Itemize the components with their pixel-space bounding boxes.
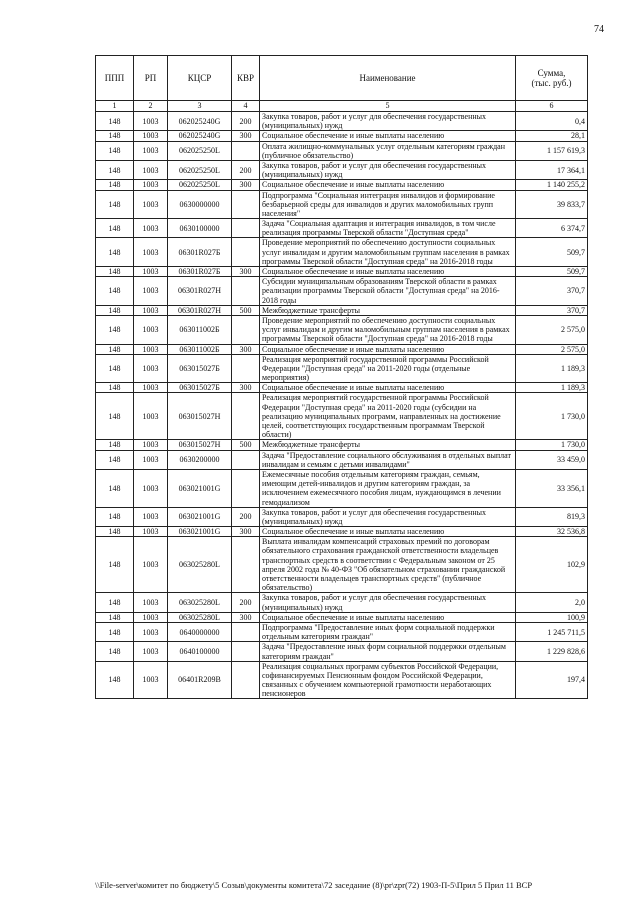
cell-rp: 1003 [134, 344, 168, 354]
table-row [96, 507, 588, 526]
table-row [96, 622, 588, 641]
cell-ppp: 148 [96, 160, 134, 179]
table-row [96, 593, 588, 612]
cell-name: Задача "Предоставление социального обслуживания в отдельных выплат инвалидам и семьям с детьми инвалидами" [260, 450, 516, 469]
cell-name: Реализация мероприятий государственной программы Российской Федерации "Доступная среда" на 2011-2020 годы (субсидии на реализацию муниципальных программ, направленных на достижение целей, соответствующих государственным программам Тверской области) [260, 393, 516, 440]
cell-ppp: 148 [96, 642, 134, 661]
cell-sum: 1 730,0 [516, 440, 588, 450]
cell-kcsr: 0630200000 [168, 450, 232, 469]
cell-rp: 1003 [134, 612, 168, 622]
cell-sum: 102,9 [516, 537, 588, 593]
cell-kvr [232, 661, 260, 699]
cell-name: Субсидии муниципальным образованиям Тверской области в рамках реализации программы Тверской области "Доступная среда" на 2016-2018 годы [260, 277, 516, 306]
cell-kcsr: 0640100000 [168, 642, 232, 661]
cell-kcsr: 063021001G [168, 527, 232, 537]
cell-sum: 28,1 [516, 131, 588, 141]
table-row [96, 383, 588, 393]
table-row [96, 354, 588, 383]
cell-ppp: 148 [96, 622, 134, 641]
cell-ppp: 148 [96, 612, 134, 622]
cell-sum: 39 833,7 [516, 190, 588, 219]
cell-sum: 509,7 [516, 238, 588, 267]
cell-name: Социальное обеспечение и иные выплаты населению [260, 527, 516, 537]
cell-rp: 1003 [134, 507, 168, 526]
cell-rp: 1003 [134, 469, 168, 507]
cell-sum: 1 730,0 [516, 393, 588, 440]
table-row [96, 393, 588, 440]
cell-ppp: 148 [96, 131, 134, 141]
table-body [96, 112, 588, 699]
cell-name: Подпрограмма "Предоставление иных форм социальной поддержки отдельным категориям граждан" [260, 622, 516, 641]
cell-kvr: 200 [232, 160, 260, 179]
column-header-ppp: ППП [96, 56, 134, 101]
cell-kvr [232, 450, 260, 469]
table-row [96, 190, 588, 219]
table-row [96, 527, 588, 537]
column-index: 4 [232, 101, 260, 112]
cell-kvr [232, 141, 260, 160]
cell-name: Задача "Социальная адаптация и интеграция инвалидов, в том числе реализация программы Тверской области "Доступная среда" [260, 219, 516, 238]
cell-kcsr: 063015027H [168, 393, 232, 440]
cell-sum: 100,9 [516, 612, 588, 622]
table-row [96, 180, 588, 190]
cell-kvr: 200 [232, 593, 260, 612]
cell-kcsr: 063015027Б [168, 383, 232, 393]
cell-name: Реализация социальных программ субъектов Российской Федерации, софинансируемых Пенсионным фондом Российской Федерации, связанных с обучением компьютерной грамотности неработающих пенсионеров [260, 661, 516, 699]
cell-kvr: 300 [232, 344, 260, 354]
cell-name: Социальное обеспечение и иные выплаты населению [260, 612, 516, 622]
cell-kvr [232, 238, 260, 267]
cell-kvr: 300 [232, 131, 260, 141]
cell-rp: 1003 [134, 393, 168, 440]
column-index: 1 [96, 101, 134, 112]
cell-kcsr: 06301R027Б [168, 238, 232, 267]
cell-rp: 1003 [134, 622, 168, 641]
table-row [96, 267, 588, 277]
cell-rp: 1003 [134, 383, 168, 393]
cell-kvr [232, 354, 260, 383]
table-row [96, 661, 588, 699]
table-row [96, 450, 588, 469]
cell-kvr: 300 [232, 527, 260, 537]
cell-kcsr: 06301R027H [168, 305, 232, 315]
cell-rp: 1003 [134, 267, 168, 277]
cell-kvr: 200 [232, 112, 260, 131]
table-row [96, 315, 588, 344]
cell-kvr: 500 [232, 305, 260, 315]
cell-ppp: 148 [96, 190, 134, 219]
cell-ppp: 148 [96, 219, 134, 238]
cell-kcsr: 063025280L [168, 612, 232, 622]
cell-sum: 2 575,0 [516, 315, 588, 344]
cell-name: Социальное обеспечение и иные выплаты населению [260, 383, 516, 393]
cell-ppp: 148 [96, 440, 134, 450]
footer-file-path: \\File-server\комитет по бюджету\5 Созыв\документы комитета\72 заседание (8)\pr\zpr(72) 1903-П-5\Прил 5 Прил 11 ВСР [95, 880, 533, 890]
cell-name: Выплата инвалидам компенсаций страховых премий по договорам обязательного страхования гражданской ответственности владельцев транспортных средств в соответствии с Федеральным законом от 25 апреля 2002 года № 40-ФЗ "Об обязательном страховании гражданской ответственности владельцев транспортных средств" (публичное обязательство) [260, 537, 516, 593]
cell-kcsr: 0630100000 [168, 219, 232, 238]
column-index: 2 [134, 101, 168, 112]
cell-name: Закупка товаров, работ и услуг для обеспечения государственных (муниципальных) нужд [260, 593, 516, 612]
cell-kcsr: 063021001G [168, 469, 232, 507]
cell-sum: 17 364,1 [516, 160, 588, 179]
cell-kcsr: 062025250L [168, 180, 232, 190]
table-row [96, 537, 588, 593]
cell-rp: 1003 [134, 315, 168, 344]
cell-kcsr: 063015027Б [168, 354, 232, 383]
cell-name: Реализация мероприятий государственной программы Российской Федерации "Доступная среда" на 2011-2020 годы (отдельные мероприятия) [260, 354, 516, 383]
table-row [96, 642, 588, 661]
table-row [96, 305, 588, 315]
cell-kcsr: 06301R027H [168, 277, 232, 306]
cell-ppp: 148 [96, 469, 134, 507]
cell-rp: 1003 [134, 180, 168, 190]
cell-kcsr: 063025280L [168, 593, 232, 612]
cell-name: Закупка товаров, работ и услуг для обеспечения государственных (муниципальных) нужд [260, 112, 516, 131]
table-row [96, 238, 588, 267]
cell-sum: 370,7 [516, 277, 588, 306]
cell-kcsr: 063011002Б [168, 344, 232, 354]
column-header-kvr: КВР [232, 56, 260, 101]
cell-ppp: 148 [96, 527, 134, 537]
table-header-row [96, 56, 588, 101]
cell-rp: 1003 [134, 642, 168, 661]
cell-sum: 33 356,1 [516, 469, 588, 507]
column-header-kcsr: КЦСР [168, 56, 232, 101]
cell-ppp: 148 [96, 354, 134, 383]
cell-name: Социальное обеспечение и иные выплаты населению [260, 267, 516, 277]
cell-kvr [232, 469, 260, 507]
cell-name: Проведение мероприятий по обеспечению доступности социальных услуг инвалидам и другим маломобильным группам населения в рамках программы Тверской области "Доступная среда" на 2016-2018 годы [260, 315, 516, 344]
column-index: 5 [260, 101, 516, 112]
cell-kcsr: 06301R027Б [168, 267, 232, 277]
cell-ppp: 148 [96, 305, 134, 315]
cell-kcsr: 062025240G [168, 112, 232, 131]
cell-kcsr: 062025250L [168, 141, 232, 160]
cell-kvr: 300 [232, 267, 260, 277]
cell-ppp: 148 [96, 537, 134, 593]
cell-name: Проведение мероприятий по обеспечению доступности социальных услуг инвалидам и другим маломобильным группам населения в рамках программы Тверской области "Доступная среда" на 2016-2018 годы [260, 238, 516, 267]
cell-kvr [232, 219, 260, 238]
cell-sum: 33 459,0 [516, 450, 588, 469]
cell-ppp: 148 [96, 238, 134, 267]
cell-rp: 1003 [134, 219, 168, 238]
cell-rp: 1003 [134, 593, 168, 612]
cell-sum: 32 536,8 [516, 527, 588, 537]
cell-ppp: 148 [96, 315, 134, 344]
cell-kvr [232, 642, 260, 661]
cell-kcsr: 063011002Б [168, 315, 232, 344]
cell-kvr: 200 [232, 507, 260, 526]
cell-ppp: 148 [96, 507, 134, 526]
cell-sum: 1 229 828,6 [516, 642, 588, 661]
cell-sum: 1 140 255,2 [516, 180, 588, 190]
cell-rp: 1003 [134, 305, 168, 315]
cell-sum: 2,0 [516, 593, 588, 612]
budget-table [95, 55, 588, 699]
cell-name: Межбюджетные трансферты [260, 305, 516, 315]
column-index-row [96, 101, 588, 112]
cell-kvr [232, 277, 260, 306]
cell-kvr [232, 393, 260, 440]
cell-kvr: 500 [232, 440, 260, 450]
cell-kvr [232, 315, 260, 344]
cell-sum: 509,7 [516, 267, 588, 277]
table-row [96, 612, 588, 622]
cell-rp: 1003 [134, 160, 168, 179]
cell-sum: 1 189,3 [516, 354, 588, 383]
cell-kcsr: 063021001G [168, 507, 232, 526]
cell-kcsr: 062025240G [168, 131, 232, 141]
cell-name: Социальное обеспечение и иные выплаты населению [260, 180, 516, 190]
column-index: 3 [168, 101, 232, 112]
cell-kvr [232, 622, 260, 641]
cell-name: Оплата жилищно-коммунальных услуг отдельным категориям граждан (публичное обязательство) [260, 141, 516, 160]
cell-name: Социальное обеспечение и иные выплаты населению [260, 131, 516, 141]
cell-rp: 1003 [134, 450, 168, 469]
cell-ppp: 148 [96, 180, 134, 190]
table-row [96, 112, 588, 131]
cell-sum: 819,3 [516, 507, 588, 526]
cell-rp: 1003 [134, 661, 168, 699]
cell-ppp: 148 [96, 112, 134, 131]
table-row [96, 277, 588, 306]
cell-rp: 1003 [134, 141, 168, 160]
cell-kvr: 300 [232, 612, 260, 622]
cell-rp: 1003 [134, 112, 168, 131]
cell-rp: 1003 [134, 238, 168, 267]
cell-name: Межбюджетные трансферты [260, 440, 516, 450]
cell-name: Задача "Предоставление иных форм социальной поддержки отдельным категориям граждан" [260, 642, 516, 661]
cell-ppp: 148 [96, 141, 134, 160]
cell-sum: 0,4 [516, 112, 588, 131]
cell-rp: 1003 [134, 537, 168, 593]
column-header-sum: Сумма, (тыс. руб.) [516, 56, 588, 101]
cell-ppp: 148 [96, 450, 134, 469]
column-header-rp: РП [134, 56, 168, 101]
cell-ppp: 148 [96, 661, 134, 699]
cell-rp: 1003 [134, 354, 168, 383]
cell-kcsr: 0640000000 [168, 622, 232, 641]
cell-name: Закупка товаров, работ и услуг для обеспечения государственных (муниципальных) нужд [260, 160, 516, 179]
cell-ppp: 148 [96, 383, 134, 393]
cell-name: Ежемесячные пособия отдельным категориям граждан, семьям, имеющим детей-инвалидов и другим категориям граждан, за исключением ежемесячного пособия лицам, нуждающимся в лечении гемодиализом [260, 469, 516, 507]
cell-name: Социальное обеспечение и иные выплаты населению [260, 344, 516, 354]
table-row [96, 440, 588, 450]
cell-kcsr: 062025250L [168, 160, 232, 179]
table-row [96, 131, 588, 141]
table-row [96, 219, 588, 238]
cell-ppp: 148 [96, 277, 134, 306]
cell-rp: 1003 [134, 190, 168, 219]
cell-kvr [232, 190, 260, 219]
cell-ppp: 148 [96, 344, 134, 354]
cell-kcsr: 06401R209B [168, 661, 232, 699]
table-row [96, 469, 588, 507]
column-index: 6 [516, 101, 588, 112]
cell-ppp: 148 [96, 393, 134, 440]
cell-sum: 370,7 [516, 305, 588, 315]
cell-sum: 6 374,7 [516, 219, 588, 238]
cell-kvr: 300 [232, 383, 260, 393]
cell-kvr: 300 [232, 180, 260, 190]
cell-ppp: 148 [96, 267, 134, 277]
page-number: 74 [594, 24, 604, 35]
table-row [96, 344, 588, 354]
cell-sum: 1 189,3 [516, 383, 588, 393]
cell-name: Закупка товаров, работ и услуг для обеспечения государственных (муниципальных) нужд [260, 507, 516, 526]
cell-rp: 1003 [134, 527, 168, 537]
cell-sum: 1 245 711,5 [516, 622, 588, 641]
cell-sum: 2 575,0 [516, 344, 588, 354]
cell-kcsr: 063015027H [168, 440, 232, 450]
table-row [96, 141, 588, 160]
cell-rp: 1003 [134, 277, 168, 306]
cell-rp: 1003 [134, 131, 168, 141]
cell-sum: 1 157 619,3 [516, 141, 588, 160]
column-header-name: Наименование [260, 56, 516, 101]
table-row [96, 160, 588, 179]
cell-name: Подпрограмма "Социальная интеграция инвалидов и формирование безбарьерной среды для инвалидов и других маломобильных групп населения" [260, 190, 516, 219]
cell-ppp: 148 [96, 593, 134, 612]
cell-rp: 1003 [134, 440, 168, 450]
cell-sum: 197,4 [516, 661, 588, 699]
cell-kcsr: 063025280L [168, 537, 232, 593]
cell-kvr [232, 537, 260, 593]
cell-kcsr: 0630000000 [168, 190, 232, 219]
